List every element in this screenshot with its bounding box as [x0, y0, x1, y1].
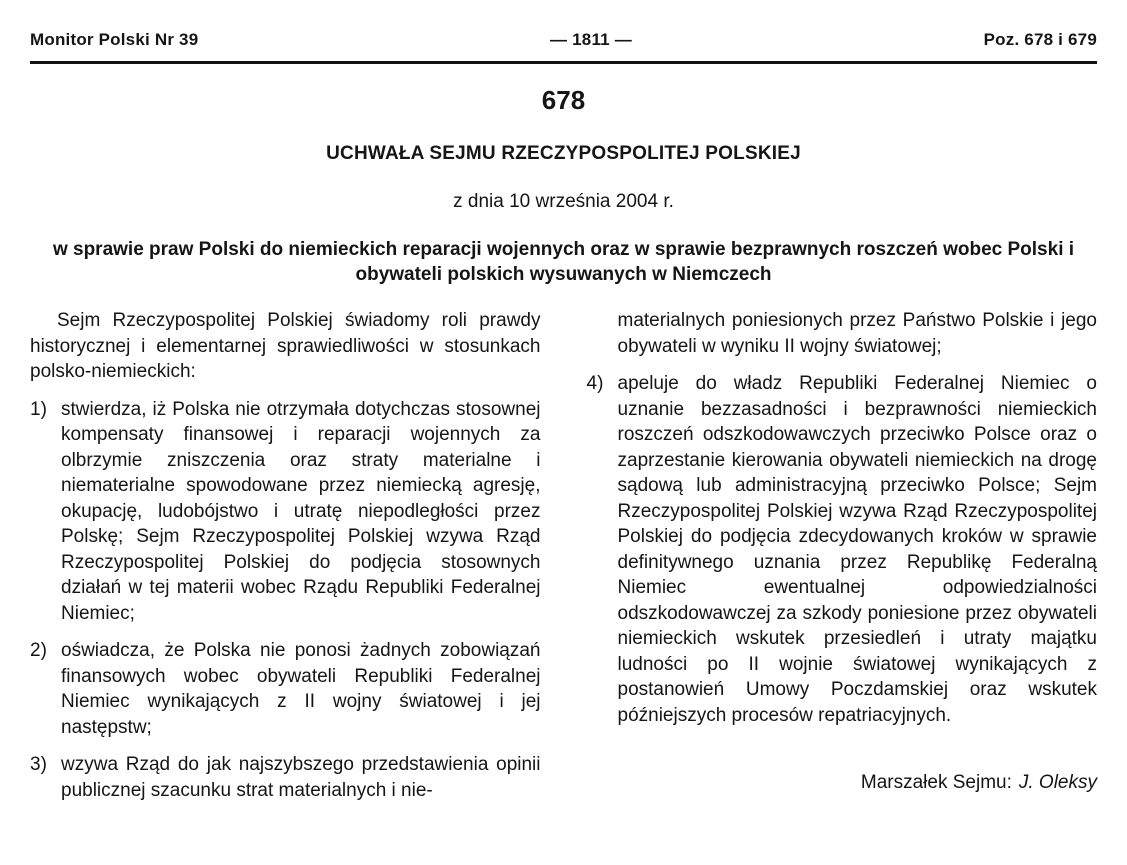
act-date-line: z dnia 10 września 2004 r. — [453, 191, 674, 212]
item-text: stwierdza, iż Polska nie otrzymała dotychczas stosownej kompensaty finansowej i reparacji wojennych za olbrzymie zniszczenia oraz straty materialne i niematerialne spowodowane przez niemiecką agresję, okupację, ludobójstwo i utratę niepodległości przez Polskę; Sejm Rzeczypospolitej Polskiej wzywa Rząd Rzeczypospolitej Polskiej do podjęcia stosownych działań w tej materii wobec Rządu Republiki Federalnej Niemiec; — [61, 398, 541, 624]
page-number: — 1811 — — [550, 30, 632, 49]
intro-paragraph: Sejm Rzeczypospolitej Polskiej świadomy roli prawdy historycznej i elementarnej sprawiedliwości w stosunkach polsko-niemieckich: — [30, 310, 541, 382]
list-item-1 — [30, 397, 541, 627]
list-item-2 — [30, 638, 541, 740]
signature-label: Marszałek Sejmu: — [860, 772, 1012, 793]
item-text: oświadcza, że Polska nie ponosi żadnych zobowiązań finansowych wobec obywateli Republiki Federalnej Niemiec wynikających z II wojny światowej i jej następstw; — [61, 640, 541, 738]
running-head — [30, 30, 1097, 50]
signature-line — [587, 770, 1098, 796]
continuation-paragraph: materialnych poniesionych przez Państwo Polskie i jego obywateli w wyniku II wojny światowej; — [617, 310, 1097, 357]
item-number: 4) — [586, 373, 604, 394]
two-column-body — [30, 308, 1097, 815]
journal-title: Monitor Polski Nr 39 — [30, 30, 199, 49]
header-rule — [30, 61, 1097, 64]
list-item-3 — [30, 752, 541, 803]
left-column — [30, 308, 541, 815]
list-item-4 — [587, 371, 1098, 728]
act-title: UCHWAŁA SEJMU RZECZYPOSPOLITEJ POLSKIEJ — [326, 143, 801, 164]
item-number: 1) — [30, 398, 47, 420]
poz-reference: Poz. 678 i 679 — [983, 30, 1097, 49]
signature-name: J. Oleksy — [1018, 772, 1097, 793]
item-number: 2) — [30, 640, 47, 661]
act-subject: w sprawie praw Polski do niemieckich reparacji wojennych oraz w sprawie bezprawnych roszczeń wobec Polski i obywateli polskich wysuwanych w Niemczech — [52, 239, 1075, 285]
item-text: wzywa Rząd do jak najszybszego przedstawienia opinii publicznej szacunku strat materialnych i nie- — [61, 754, 541, 801]
item-number: 3) — [30, 754, 47, 775]
right-column — [587, 308, 1098, 815]
act-number: 678 — [541, 85, 586, 115]
item-text: apeluje do władz Republiki Federalnej Niemiec o uznanie bezzasadności i bezprawności niemieckich roszczeń odszkodowawczych przeciwko Polsce oraz o zaprzestanie kierowania obywateli niemieckich na drogę sądową lub administracyjną przeciwko Polsce; Sejm Rzeczypospolitej Polskiej wzywa Rząd Rzeczypospolitej Polskiej do podjęcia zdecydowanych kroków w sprawie definitywnego uznania przez Republikę Federalną Niemiec ewentualnej odpowiedzialności odszkodowawczej za szkody poniesione przez obywateli niemieckich wskutek przesiedleń i utraty majątku ludności po II wojnie światowej wynikających z postanowień Umowy Poczdamskiej oraz wskutek późniejszych procesów repatriacyjnych. — [617, 373, 1097, 726]
